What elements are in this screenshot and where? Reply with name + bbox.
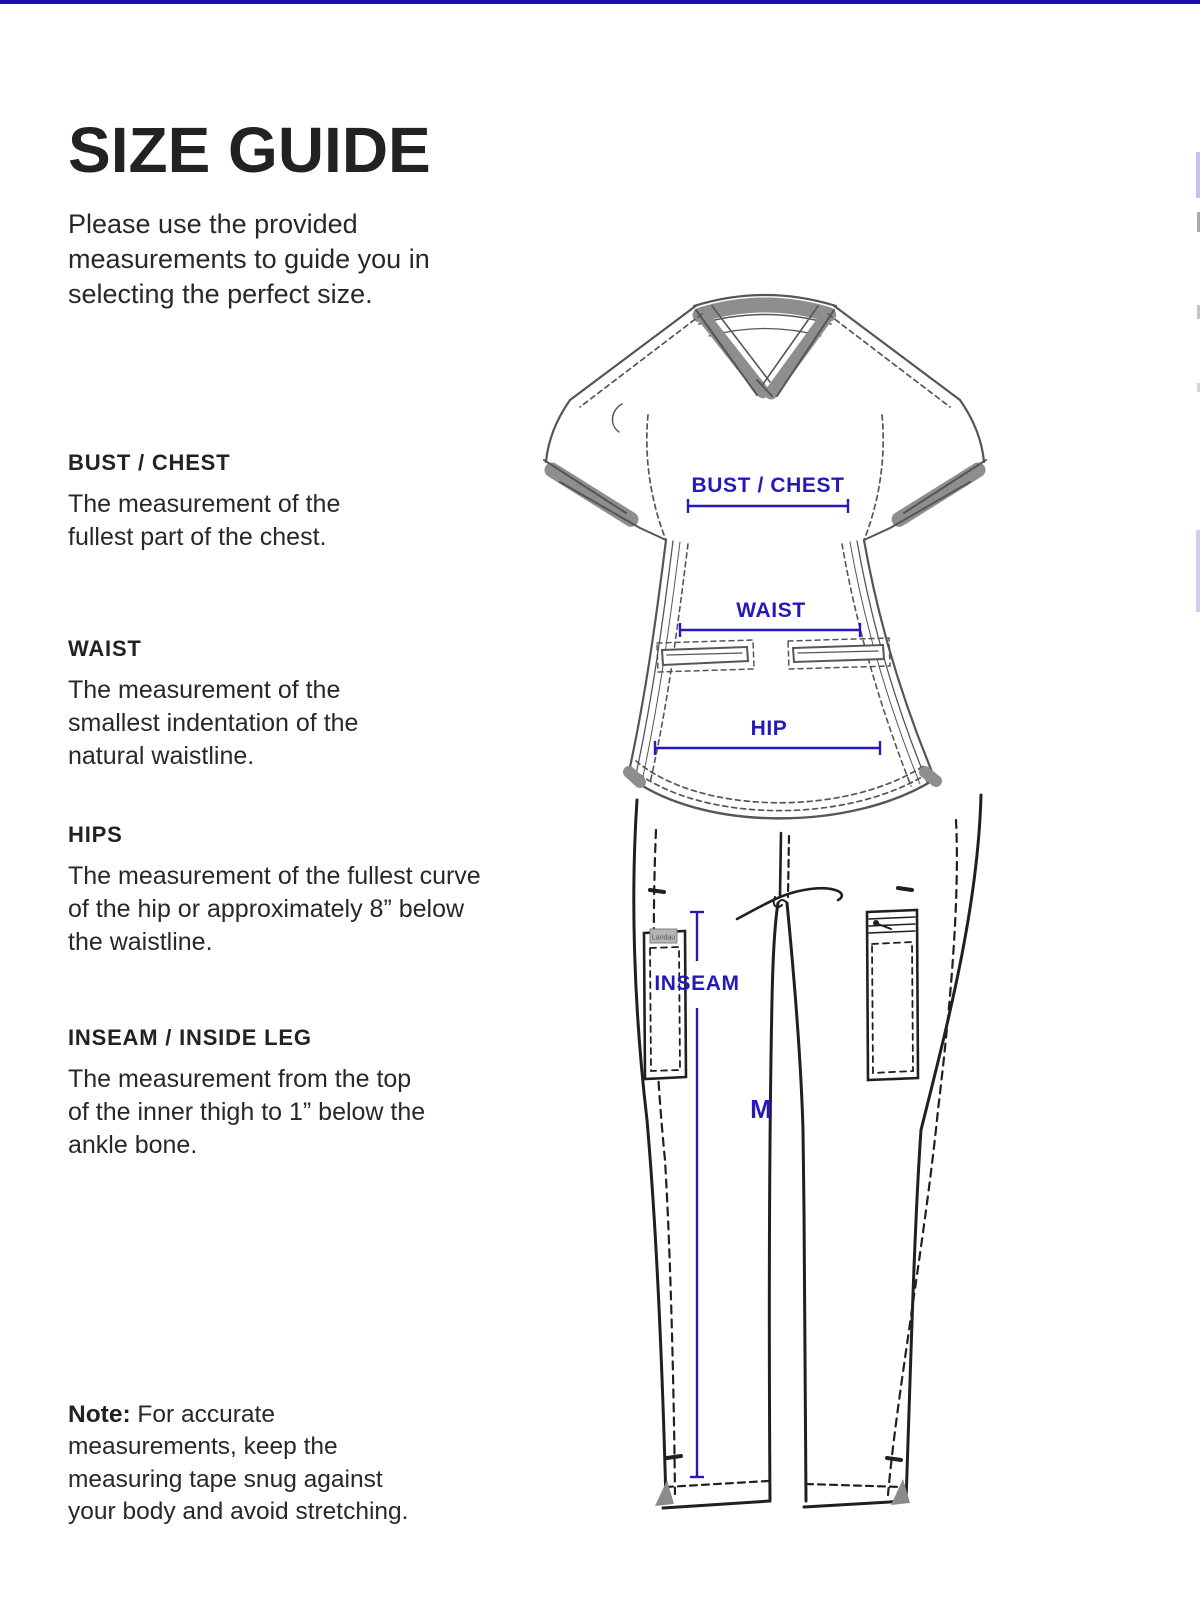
section-heading: BUST / CHEST	[68, 450, 231, 475]
shoulder-stitch	[828, 314, 950, 407]
welt-pocket-right	[788, 638, 890, 669]
cargo-pocket-right	[867, 910, 918, 1080]
loop-detail	[613, 404, 622, 432]
section-heading: INSEAM / INSIDE LEG	[68, 1025, 312, 1050]
section-body: The measurement of the smallest indentation of the natural waistline.	[68, 676, 359, 770]
section-body: The measurement from the top of the inner thigh to 1” below the ankle bone.	[68, 1065, 426, 1159]
page-edge-artifact	[1196, 152, 1200, 198]
shoulder-seam	[570, 305, 697, 400]
waist-label: WAIST	[736, 599, 806, 622]
note-text: Note: For accurate measurements, keep the measuring tape snug against your body and avoid stretching.	[68, 1400, 409, 1525]
pants-left-outseam	[634, 800, 666, 1502]
waist-measurement	[680, 599, 860, 637]
section-hips	[68, 822, 493, 959]
welt-pocket-left	[657, 640, 754, 672]
hip-label: HIP	[750, 717, 788, 740]
pants-fly-stitch	[788, 836, 789, 897]
sleeve-right	[864, 400, 986, 540]
section-inseam	[68, 1025, 433, 1162]
note-label: Note:	[68, 1400, 131, 1428]
cargo-pocket-left	[644, 929, 686, 1079]
section-bust-chest	[68, 450, 408, 554]
scrubs-flat-sketch	[530, 270, 1010, 1530]
pants-left-inseam	[769, 903, 778, 1501]
pants-left-hem-stitch	[666, 1481, 768, 1487]
size-label: M	[750, 1094, 772, 1124]
measurement-annotations	[651, 474, 880, 1477]
scrub-pants-drawing	[634, 795, 981, 1508]
page-title: SIZE GUIDE	[68, 113, 431, 186]
pants-right-hem-stitch	[806, 1484, 903, 1487]
pants-right-outseam	[906, 795, 981, 1501]
page-edge-artifact	[1196, 530, 1200, 612]
brand-tag-text: Landau	[651, 934, 676, 942]
inseam-label: INSEAM	[654, 972, 740, 995]
top-hem-cover	[628, 733, 935, 820]
section-body: The measurement of the fullest curve of the hip or approximately 8” below the waistline.	[68, 862, 481, 956]
page-top-accent-border	[0, 0, 1200, 4]
shoulder-stitch	[580, 314, 702, 407]
pants-seam-tick	[898, 888, 912, 890]
pants-seam-tick	[650, 890, 664, 892]
pants-hem-notch-tick	[667, 1456, 681, 1458]
pants-right-hem	[804, 1501, 906, 1507]
bust-measurement	[688, 474, 848, 513]
pants-right-inseam	[787, 903, 806, 1501]
section-heading: WAIST	[68, 636, 142, 661]
sleeve-left	[544, 400, 666, 540]
measurement-diagram	[530, 270, 1010, 1530]
pants-left-hem	[663, 1501, 770, 1508]
pants-hem-notch-tick	[887, 1458, 901, 1460]
bust-label: BUST / CHEST	[691, 474, 845, 497]
v-neck-collar	[694, 295, 836, 396]
section-waist	[68, 636, 418, 773]
section-body: The measurement of the fullest part of the chest.	[68, 490, 341, 551]
shoulder-seam	[833, 305, 960, 400]
section-heading: HIPS	[68, 822, 123, 847]
intro-text: Please use the provided measurements to guide you in selecting the perfect size.	[68, 209, 430, 309]
pants-fly-seam	[780, 833, 781, 895]
